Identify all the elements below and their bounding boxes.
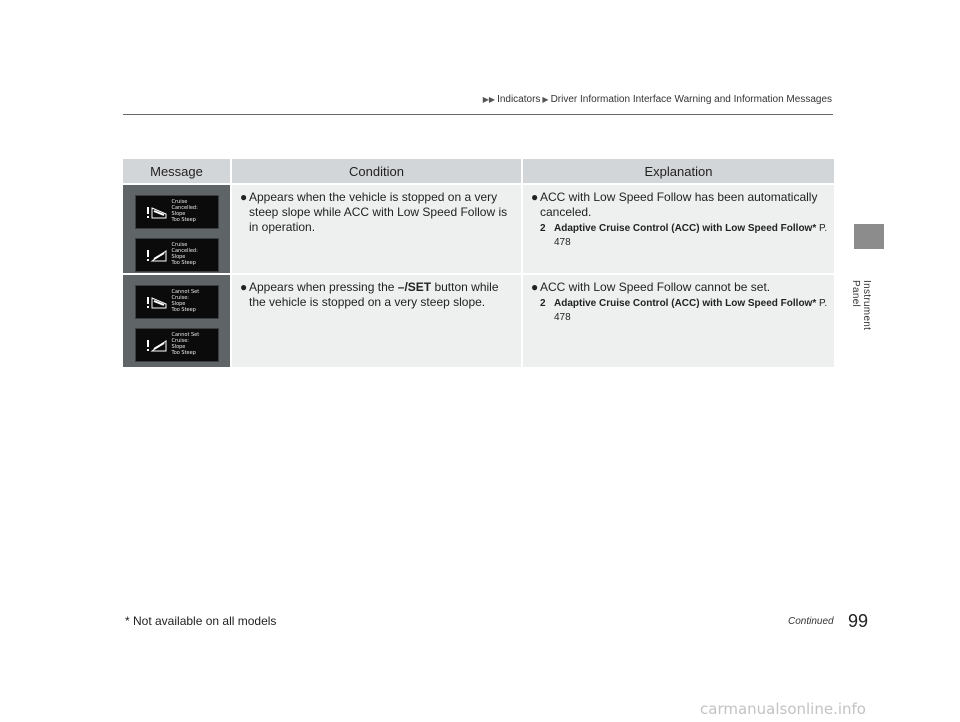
condition-text: Appears when the vehicle is stopped on a very steep slope while ACC with Low Speed Follow is in operation. (249, 190, 508, 234)
header-divider (123, 114, 833, 115)
explanation-cell (521, 275, 834, 367)
table-row (123, 185, 834, 273)
breadcrumb (483, 94, 832, 105)
display-screen (135, 328, 219, 362)
cross-reference[interactable] (524, 297, 833, 325)
screen-text-line: Cancelled: (171, 248, 198, 254)
message-table (123, 157, 834, 369)
bullet-icon: ● (531, 190, 539, 204)
section-tab-marker (854, 224, 884, 249)
breadcrumb-item-section: Driver Information Interface Warning and Information Messages (550, 94, 832, 105)
display-screen (135, 238, 219, 272)
bullet-icon: ● (240, 280, 248, 294)
screen-text-line: Too Steep (171, 350, 196, 356)
reference-page[interactable]: P. 478 (554, 298, 828, 323)
breadcrumb-arrow-icon: ▶ (542, 95, 549, 104)
explanation-cell (521, 185, 834, 273)
screen-text-line: Slope (171, 254, 186, 260)
explanation-text: ACC with Low Speed Follow has been automatically canceled. (540, 190, 818, 219)
footnote: * Not available on all models (125, 614, 277, 628)
reference-title[interactable]: Adaptive Cruise Control (ACC) with Low Speed Follow (554, 223, 813, 234)
section-tab-label: Instrument Panel (850, 280, 872, 331)
screen-text-line: Cannot Set (171, 289, 200, 295)
breadcrumb-item-indicators: Indicators (497, 94, 541, 105)
slope-warning-icon (146, 247, 168, 263)
reference-page[interactable]: P. 478 (554, 223, 828, 248)
column-header-condition: Condition (230, 159, 521, 183)
display-screen (135, 195, 219, 229)
screen-text-line: Too Steep (171, 307, 196, 313)
screen-text-line: Cruise: (171, 295, 189, 301)
cross-reference[interactable] (524, 222, 833, 250)
set-button-label: –/SET (397, 280, 432, 294)
screen-text-line: Slope (171, 344, 186, 350)
footnote-star: * (812, 223, 817, 234)
screen-text-line: Cruise: (171, 338, 189, 344)
watermark: carmanualsonline.info (700, 700, 866, 718)
bullet-icon: ● (240, 190, 248, 204)
screen-text-line: Cruise (171, 199, 188, 205)
column-header-message: Message (123, 159, 230, 183)
table-row (123, 275, 834, 367)
message-image-cell (123, 185, 230, 273)
slope-warning-icon (146, 337, 168, 353)
page-number: 99 (848, 611, 869, 631)
screen-text-line: Cancelled: (171, 205, 198, 211)
slope-warning-icon (146, 204, 168, 220)
reference-arrow-icon: 2 (540, 223, 546, 234)
column-header-explanation: Explanation (521, 159, 834, 183)
screen-text-line: Too Steep (171, 217, 196, 223)
slope-warning-icon (146, 294, 168, 310)
screen-text-line: Too Steep (171, 260, 196, 266)
bullet-icon: ● (531, 280, 539, 294)
explanation-text: ACC with Low Speed Follow cannot be set. (540, 280, 771, 294)
screen-text-line: Slope (171, 301, 186, 307)
table-header-row (123, 159, 834, 183)
reference-arrow-icon: 2 (540, 298, 546, 309)
message-image-cell (123, 275, 230, 367)
screen-text-line: Cruise (171, 242, 188, 248)
breadcrumb-arrow-icon: ▶▶ (482, 95, 496, 104)
screen-text-line: Cannot Set (171, 332, 200, 338)
screen-text-line: Slope (171, 211, 186, 217)
condition-cell (230, 275, 521, 367)
condition-cell (230, 185, 521, 273)
reference-title[interactable]: Adaptive Cruise Control (ACC) with Low Speed Follow (554, 298, 813, 309)
continued-label: Continued (788, 616, 834, 627)
footnote-star: * (812, 298, 817, 309)
display-screen (135, 285, 219, 319)
condition-text: Appears when pressing the –/SET button while the vehicle is stopped on a very steep slope. (249, 280, 499, 309)
